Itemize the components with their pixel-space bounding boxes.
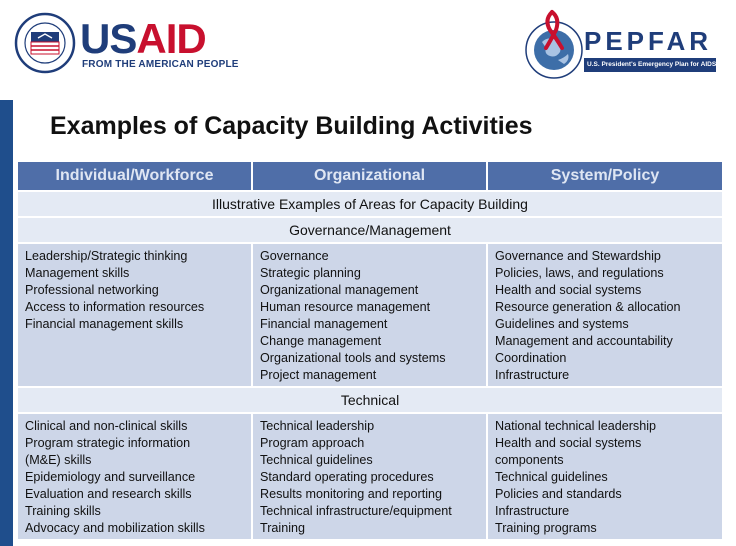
technical-organizational-cell [252,413,487,540]
governance-individual-cell [17,243,252,387]
technical-individual-cell [17,413,252,540]
pepfar-wordmark: PEPFAR [584,26,713,56]
list-item: Guidelines and systems [495,317,629,331]
list-item: Health and social systems [495,283,642,297]
column-header-organizational: Organizational [252,161,487,191]
usaid-wordmark-us: US [80,15,137,62]
list-item: Results monitoring and reporting [260,487,443,501]
list-item: Clinical and non-clinical skills [25,419,188,433]
illustrative-row [17,191,723,217]
list-item: Infrastructure [495,368,570,382]
list-item: Change management [260,334,382,348]
list-item: Organizational tools and systems [260,351,446,365]
governance-organizational-cell [252,243,487,387]
list-item: Financial management [260,317,388,331]
list-item: Technical guidelines [260,453,373,467]
table-row-governance [17,243,723,387]
governance-system-cell [487,243,723,387]
usaid-tagline: FROM THE AMERICAN PEOPLE [82,59,239,70]
pepfar-tagline: U.S. President's Emergency Plan for AIDS Relief [584,58,716,72]
section-row-technical [17,387,723,413]
list-item: Governance and Stewardship [495,249,661,263]
list-item: Training [260,521,306,535]
list-item: Governance [260,249,329,263]
list-item: Leadership/Strategic thinking [25,249,188,263]
list-item: Management and accountability [495,334,673,348]
column-header-individual: Individual/Workforce [17,161,252,191]
list-item: (M&E) skills [25,453,92,467]
list-item: Financial management skills [25,317,184,331]
section-title-governance: Governance/Management [17,217,723,243]
list-item: Organizational management [260,283,419,297]
list-item: Coordination [495,351,567,365]
list-item: Infrastructure [495,504,570,518]
list-item: Resource generation & allocation [495,300,681,314]
list-item: Health and social systems [495,436,642,450]
list-item: components [495,453,564,467]
table-header-row [17,161,723,191]
list-item: Evaluation and research skills [25,487,192,501]
capacity-building-table [16,160,724,541]
list-item: National technical leadership [495,419,657,433]
list-item: Standard operating procedures [260,470,434,484]
list-item: Management skills [25,266,130,280]
left-accent-band [0,100,13,546]
list-item: Training skills [25,504,101,518]
list-item: Project management [260,368,377,382]
list-item: Training programs [495,521,597,535]
list-item: Access to information resources [25,300,205,314]
list-item: Strategic planning [260,266,361,280]
page-title: Examples of Capacity Building Activities [50,112,533,140]
list-item: Policies, laws, and regulations [495,266,664,280]
list-item: Human resource management [260,300,431,314]
list-item: Professional networking [25,283,159,297]
usaid-wordmark-aid: AID [136,15,206,62]
list-item: Advocacy and mobilization skills [25,521,205,535]
usaid-logo [14,12,239,74]
pepfar-logo [516,8,736,86]
list-item: Technical guidelines [495,470,608,484]
illustrative-label: Illustrative Examples of Areas for Capacity Building [17,191,723,217]
usaid-wordmark [80,14,206,64]
list-item: Technical infrastructure/equipment [260,504,452,518]
section-row-governance [17,217,723,243]
section-title-technical: Technical [17,387,723,413]
list-item: Program strategic information [25,436,191,450]
column-header-system-policy: System/Policy [487,161,723,191]
list-item: Program approach [260,436,365,450]
usaid-seal-icon [14,12,76,74]
list-item: Epidemiology and surveillance [25,470,196,484]
list-item: Policies and standards [495,487,622,501]
table-row-technical [17,413,723,540]
technical-system-cell [487,413,723,540]
list-item: Technical leadership [260,419,375,433]
